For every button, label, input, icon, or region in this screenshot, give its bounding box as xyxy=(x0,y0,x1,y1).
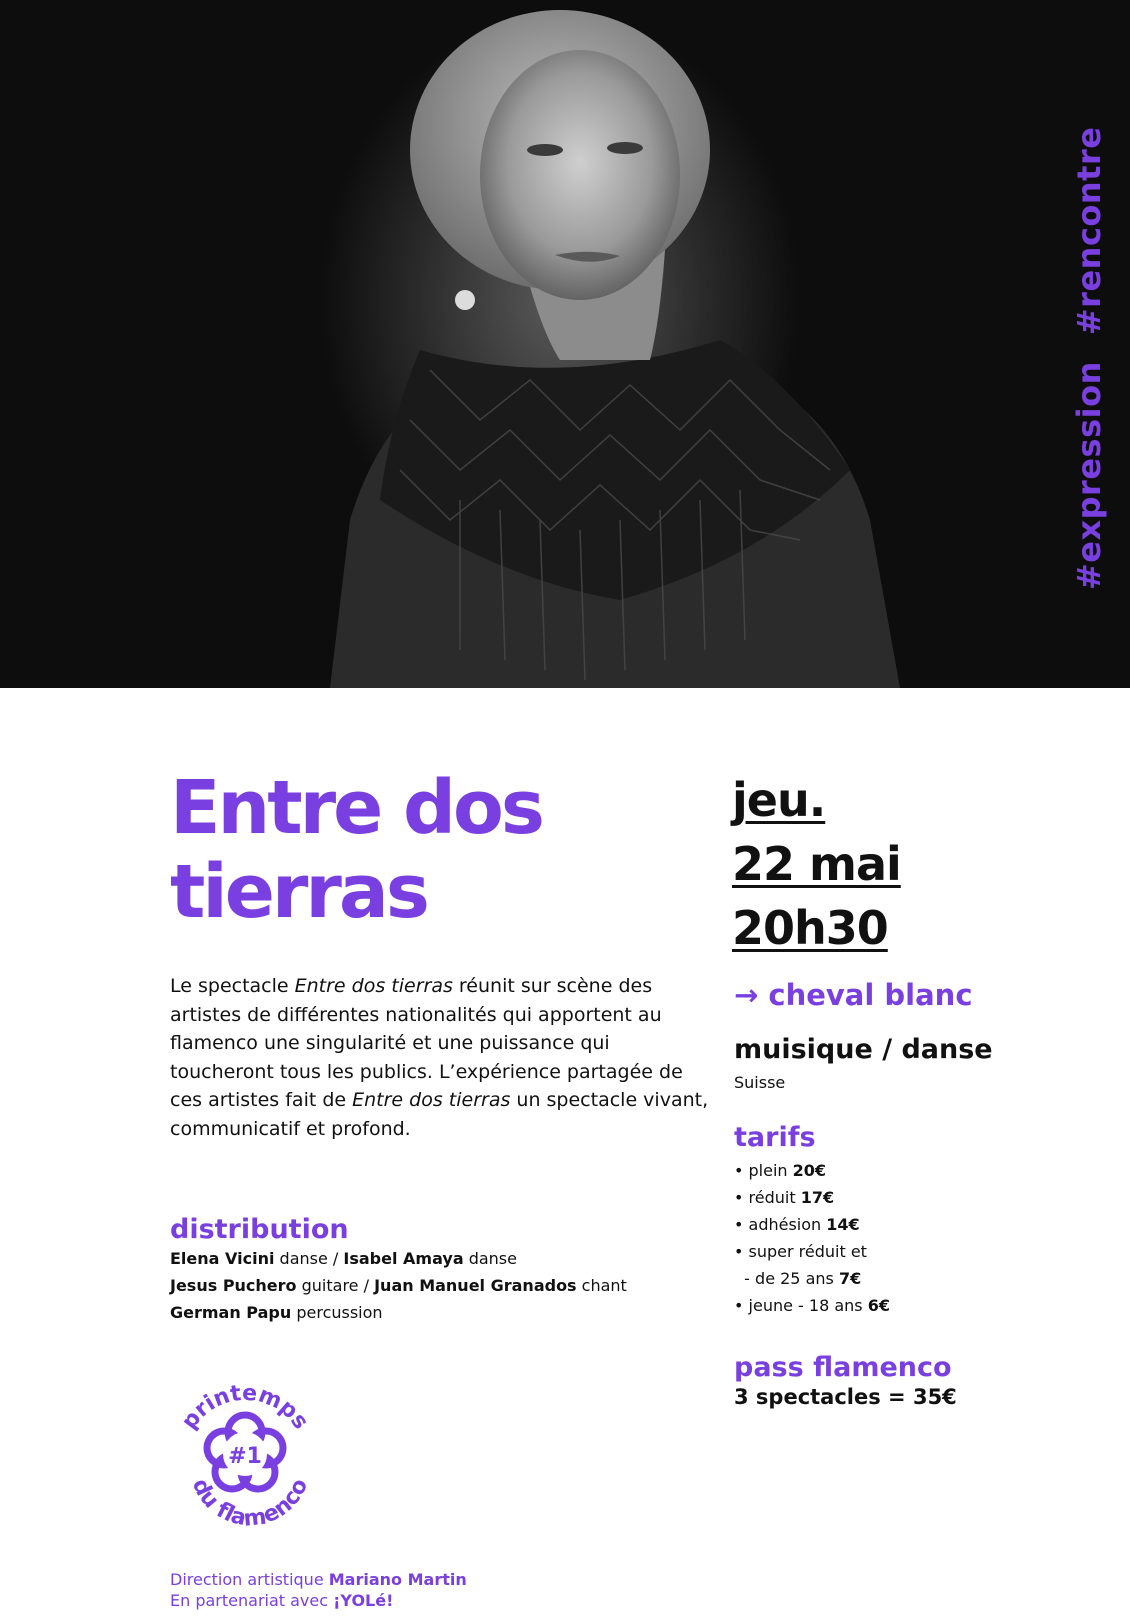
tarif-label: • super réduit et xyxy=(734,1242,867,1261)
artist-role: chant xyxy=(576,1276,627,1295)
tarif-price: 17€ xyxy=(800,1188,835,1207)
tarif-label: • adhésion xyxy=(734,1215,827,1234)
date-block xyxy=(732,768,901,960)
distribution-line xyxy=(170,1245,627,1272)
tarif-item xyxy=(734,1265,890,1292)
distribution-section xyxy=(170,1214,627,1326)
artist-name: Juan Manuel Granados xyxy=(374,1276,577,1295)
distribution-line xyxy=(170,1272,627,1299)
footer-name: Mariano Martin xyxy=(328,1570,467,1589)
tarif-price: 20€ xyxy=(792,1161,827,1180)
date-date: 22 mai xyxy=(732,837,901,891)
tarif-label: • réduit xyxy=(734,1188,801,1207)
tarif-item xyxy=(734,1157,890,1184)
artist-role: danse xyxy=(463,1249,517,1268)
tarif-label: • plein xyxy=(734,1161,793,1180)
intro-text-3: un spectacle vivant, communicatif et profond. xyxy=(170,1089,709,1140)
logo-top-text: printemps xyxy=(176,1380,314,1435)
hashtags-vertical xyxy=(1070,101,1108,590)
tarif-item xyxy=(734,1211,890,1238)
logo-bottom-text: du flamenco xyxy=(186,1475,314,1532)
tarif-item xyxy=(734,1292,890,1319)
title-line-1: Entre dos xyxy=(170,765,542,851)
tarif-item xyxy=(734,1238,890,1265)
show-title xyxy=(170,766,542,934)
intro-text-1: Le spectacle xyxy=(170,975,295,997)
intro-italic-1: Entre dos tierras xyxy=(294,975,453,997)
dancer-photo-illustration xyxy=(0,0,1130,688)
footer-line-direction xyxy=(170,1569,467,1590)
footer-label: Direction artistique xyxy=(170,1570,329,1589)
tarif-price: 6€ xyxy=(867,1296,890,1315)
footer-line-partner xyxy=(170,1590,467,1611)
intro-paragraph xyxy=(170,972,710,1143)
genre: muisique / danse xyxy=(734,1034,993,1065)
intro-italic-2: Entre dos tierras xyxy=(352,1089,511,1111)
pass-offer: 3 spectacles = 35€ xyxy=(734,1385,957,1409)
date-day: jeu. xyxy=(732,773,826,827)
artist-name: Isabel Amaya xyxy=(343,1249,464,1268)
printemps-flamenco-logo xyxy=(160,1370,330,1540)
logo-center-text: #1 xyxy=(228,1444,262,1469)
tarif-label: • jeune - 18 ans xyxy=(734,1296,868,1315)
hashtag-expression: #expression xyxy=(1070,361,1108,590)
venue: → cheval blanc xyxy=(734,978,973,1012)
footer-label: En partenariat avec xyxy=(170,1591,334,1610)
hashtag-rencontre: #rencontre xyxy=(1070,126,1108,336)
date-time: 20h30 xyxy=(732,901,888,955)
artist-name: German Papu xyxy=(170,1303,292,1322)
distribution-line xyxy=(170,1299,627,1326)
artist-role: guitare / xyxy=(296,1276,375,1295)
tarifs-section xyxy=(734,1122,890,1319)
tarifs-heading: tarifs xyxy=(734,1122,816,1153)
tarif-label: - de 25 ans xyxy=(734,1269,839,1288)
credits-footer xyxy=(170,1569,467,1611)
tarif-price: 7€ xyxy=(838,1269,862,1288)
tarif-item xyxy=(734,1184,890,1211)
artist-role: danse / xyxy=(274,1249,344,1268)
country: Suisse xyxy=(734,1073,786,1092)
tarif-price: 14€ xyxy=(826,1215,860,1234)
artist-name: Elena Vicini xyxy=(170,1249,275,1268)
artist-role: percussion xyxy=(291,1303,383,1322)
artist-name: Jesus Puchero xyxy=(170,1276,297,1295)
title-line-2: tierras xyxy=(170,849,427,935)
footer-name: ¡YOLé! xyxy=(333,1591,394,1610)
pass-section xyxy=(734,1352,957,1409)
distribution-heading: distribution xyxy=(170,1214,349,1245)
tarifs-list xyxy=(734,1157,890,1319)
pass-heading: pass flamenco xyxy=(734,1352,952,1383)
hero-photo xyxy=(0,0,1130,688)
intro-text-2: réunit sur scène des artistes de différentes nationalités qui apportent au flamenco une singularité et une puissance qui toucheront tous les publics. L’expérience partagée de ces artistes fait de xyxy=(170,975,683,1111)
